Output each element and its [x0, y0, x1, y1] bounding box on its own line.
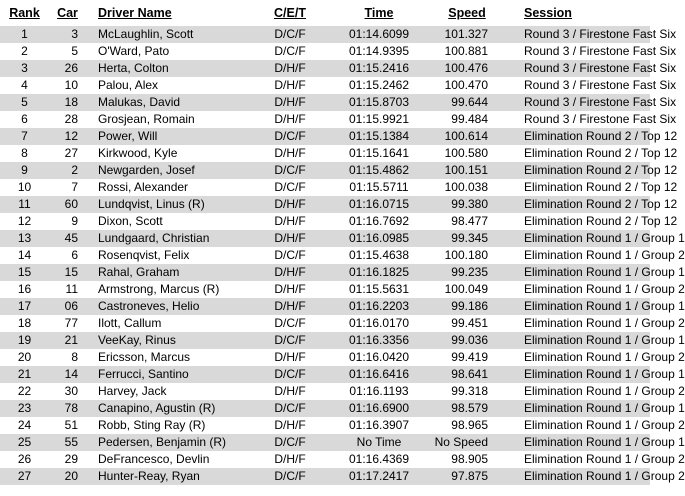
speed-cell: 100.038 [432, 179, 502, 196]
time-cell: 01:16.0170 [326, 315, 432, 332]
driver-name-cell: Grosjean, Romain [86, 111, 254, 128]
rank-cell: 5 [0, 94, 49, 111]
session-cell: Round 3 / Firestone Fast Six [502, 26, 650, 43]
car-cell: 30 [49, 383, 86, 400]
session-cell: Elimination Round 1 / Group 2 [502, 383, 650, 400]
cet-cell: D/C/F [254, 468, 326, 485]
session-cell: Elimination Round 1 / Group 2 [502, 349, 650, 366]
speed-cell: 99.484 [432, 111, 502, 128]
time-cell: 01:17.2417 [326, 468, 432, 485]
table-row [0, 400, 650, 417]
table-row [0, 417, 650, 434]
session-cell: Elimination Round 1 / Group 1 [502, 298, 650, 315]
car-cell: 15 [49, 264, 86, 281]
cet-cell: D/H/F [254, 298, 326, 315]
time-cell: No Time [326, 434, 432, 451]
cet-cell: D/C/F [254, 315, 326, 332]
time-cell: 01:14.9395 [326, 43, 432, 60]
session-cell: Elimination Round 1 / Group 1 [502, 230, 650, 247]
cet-cell: D/H/F [254, 349, 326, 366]
cet-cell: D/C/F [254, 400, 326, 417]
table-row [0, 332, 650, 349]
time-cell: 01:15.1384 [326, 128, 432, 145]
rank-cell: 6 [0, 111, 49, 128]
session-cell: Elimination Round 2 / Top 12 [502, 179, 650, 196]
header-rank: Rank [9, 6, 40, 20]
rank-cell: 9 [0, 162, 49, 179]
car-cell: 5 [49, 43, 86, 60]
speed-cell: 100.881 [432, 43, 502, 60]
speed-cell: 99.318 [432, 383, 502, 400]
time-cell: 01:16.3356 [326, 332, 432, 349]
driver-name-cell: Palou, Alex [86, 77, 254, 94]
table-row [0, 43, 650, 60]
rank-cell: 23 [0, 400, 49, 417]
session-cell: Elimination Round 1 / Group 2 [502, 315, 650, 332]
driver-name-cell: Dixon, Scott [86, 213, 254, 230]
speed-cell: 99.451 [432, 315, 502, 332]
driver-name-cell: Rosenqvist, Felix [86, 247, 254, 264]
table-row [0, 230, 650, 247]
driver-name-cell: Lundqvist, Linus (R) [86, 196, 254, 213]
header-cet: C/E/T [274, 6, 306, 20]
table-row [0, 298, 650, 315]
driver-name-cell: Rahal, Graham [86, 264, 254, 281]
results-body [0, 26, 685, 485]
car-cell: 77 [49, 315, 86, 332]
time-cell: 01:16.1825 [326, 264, 432, 281]
car-cell: 8 [49, 349, 86, 366]
cet-cell: D/H/F [254, 264, 326, 281]
driver-name-cell: DeFrancesco, Devlin [86, 451, 254, 468]
speed-cell: 99.419 [432, 349, 502, 366]
speed-cell: 98.905 [432, 451, 502, 468]
session-cell: Elimination Round 2 / Top 12 [502, 128, 650, 145]
time-cell: 01:16.0985 [326, 230, 432, 247]
rank-cell: 22 [0, 383, 49, 400]
header-session: Session [524, 6, 572, 20]
time-cell: 01:15.9921 [326, 111, 432, 128]
table-row [0, 77, 650, 94]
car-cell: 3 [49, 26, 86, 43]
speed-cell: 100.049 [432, 281, 502, 298]
table-row [0, 94, 650, 111]
driver-name-cell: Pedersen, Benjamin (R) [86, 434, 254, 451]
driver-name-cell: McLaughlin, Scott [86, 26, 254, 43]
car-cell: 11 [49, 281, 86, 298]
time-cell: 01:16.0420 [326, 349, 432, 366]
speed-cell: 99.036 [432, 332, 502, 349]
table-row [0, 434, 650, 451]
time-cell: 01:16.6416 [326, 366, 432, 383]
rank-cell: 15 [0, 264, 49, 281]
car-cell: 18 [49, 94, 86, 111]
speed-cell: 100.614 [432, 128, 502, 145]
time-cell: 01:15.1641 [326, 145, 432, 162]
driver-name-cell: Hunter-Reay, Ryan [86, 468, 254, 485]
session-cell: Round 3 / Firestone Fast Six [502, 77, 650, 94]
speed-cell: 101.327 [432, 26, 502, 43]
car-cell: 28 [49, 111, 86, 128]
car-cell: 51 [49, 417, 86, 434]
driver-name-cell: Herta, Colton [86, 60, 254, 77]
cet-cell: D/C/F [254, 162, 326, 179]
speed-cell: 98.579 [432, 400, 502, 417]
car-cell: 26 [49, 60, 86, 77]
cet-cell: D/C/F [254, 43, 326, 60]
speed-cell: 98.965 [432, 417, 502, 434]
time-cell: 01:16.4369 [326, 451, 432, 468]
cet-cell: D/C/F [254, 128, 326, 145]
header-driver-name: Driver Name [98, 6, 172, 20]
car-cell: 27 [49, 145, 86, 162]
car-cell: 2 [49, 162, 86, 179]
speed-cell: 99.186 [432, 298, 502, 315]
driver-name-cell: Armstrong, Marcus (R) [86, 281, 254, 298]
cet-cell: D/H/F [254, 383, 326, 400]
cet-cell: D/H/F [254, 451, 326, 468]
car-cell: 7 [49, 179, 86, 196]
rank-cell: 7 [0, 128, 49, 145]
rank-cell: 18 [0, 315, 49, 332]
driver-name-cell: Ferrucci, Santino [86, 366, 254, 383]
rank-cell: 16 [0, 281, 49, 298]
car-cell: 12 [49, 128, 86, 145]
table-row [0, 179, 650, 196]
driver-name-cell: O'Ward, Pato [86, 43, 254, 60]
cet-cell: D/C/F [254, 332, 326, 349]
driver-name-cell: Lundgaard, Christian [86, 230, 254, 247]
session-cell: Elimination Round 1 / Group 1 [502, 434, 650, 451]
cet-cell: D/H/F [254, 417, 326, 434]
car-cell: 60 [49, 196, 86, 213]
speed-cell: 100.180 [432, 247, 502, 264]
time-cell: 01:15.2462 [326, 77, 432, 94]
cet-cell: D/C/F [254, 26, 326, 43]
table-row [0, 451, 650, 468]
rank-cell: 24 [0, 417, 49, 434]
speed-cell: 99.644 [432, 94, 502, 111]
table-row [0, 315, 650, 332]
table-row [0, 264, 650, 281]
session-cell: Elimination Round 1 / Group 2 [502, 247, 650, 264]
car-cell: 14 [49, 366, 86, 383]
table-row [0, 26, 650, 43]
driver-name-cell: Kirkwood, Kyle [86, 145, 254, 162]
cet-cell: D/C/F [254, 434, 326, 451]
table-row [0, 162, 650, 179]
rank-cell: 13 [0, 230, 49, 247]
header-row [0, 0, 650, 26]
driver-name-cell: Rossi, Alexander [86, 179, 254, 196]
cet-cell: D/C/F [254, 179, 326, 196]
session-cell: Elimination Round 1 / Group 1 [502, 332, 650, 349]
session-cell: Round 3 / Firestone Fast Six [502, 43, 650, 60]
cet-cell: D/C/F [254, 247, 326, 264]
speed-cell: 99.235 [432, 264, 502, 281]
cet-cell: D/H/F [254, 196, 326, 213]
time-cell: 01:16.0715 [326, 196, 432, 213]
table-row [0, 281, 650, 298]
car-cell: 9 [49, 213, 86, 230]
rank-cell: 4 [0, 77, 49, 94]
time-cell: 01:16.6900 [326, 400, 432, 417]
time-cell: 01:15.5711 [326, 179, 432, 196]
speed-cell: 100.580 [432, 145, 502, 162]
driver-name-cell: Ericsson, Marcus [86, 349, 254, 366]
table-row [0, 468, 650, 485]
rank-cell: 17 [0, 298, 49, 315]
rank-cell: 10 [0, 179, 49, 196]
rank-cell: 2 [0, 43, 49, 60]
driver-name-cell: Harvey, Jack [86, 383, 254, 400]
rank-cell: 27 [0, 468, 49, 485]
table-row [0, 366, 650, 383]
cet-cell: D/C/F [254, 366, 326, 383]
table-row [0, 196, 650, 213]
speed-cell: 97.875 [432, 468, 502, 485]
car-cell: 6 [49, 247, 86, 264]
time-cell: 01:16.2203 [326, 298, 432, 315]
car-cell: 45 [49, 230, 86, 247]
time-cell: 01:14.6099 [326, 26, 432, 43]
car-cell: 20 [49, 468, 86, 485]
table-row [0, 349, 650, 366]
rank-cell: 11 [0, 196, 49, 213]
cet-cell: D/H/F [254, 77, 326, 94]
session-cell: Elimination Round 1 / Group 2 [502, 451, 650, 468]
table-row [0, 60, 650, 77]
session-cell: Elimination Round 1 / Group 2 [502, 468, 650, 485]
driver-name-cell: Castroneves, Helio [86, 298, 254, 315]
rank-cell: 25 [0, 434, 49, 451]
driver-name-cell: Robb, Sting Ray (R) [86, 417, 254, 434]
time-cell: 01:16.3907 [326, 417, 432, 434]
session-cell: Elimination Round 1 / Group 1 [502, 400, 650, 417]
time-cell: 01:16.7692 [326, 213, 432, 230]
cet-cell: D/H/F [254, 281, 326, 298]
car-cell: 10 [49, 77, 86, 94]
cet-cell: D/H/F [254, 230, 326, 247]
session-cell: Elimination Round 1 / Group 2 [502, 281, 650, 298]
table-row [0, 383, 650, 400]
session-cell: Round 3 / Firestone Fast Six [502, 94, 650, 111]
speed-cell: No Speed [432, 434, 502, 451]
table-row [0, 213, 650, 230]
car-cell: 55 [49, 434, 86, 451]
session-cell: Elimination Round 2 / Top 12 [502, 145, 650, 162]
car-cell: 06 [49, 298, 86, 315]
session-cell: Elimination Round 2 / Top 12 [502, 196, 650, 213]
driver-name-cell: Malukas, David [86, 94, 254, 111]
session-cell: Elimination Round 1 / Group 1 [502, 366, 650, 383]
rank-cell: 26 [0, 451, 49, 468]
cet-cell: D/H/F [254, 111, 326, 128]
header-time: Time [364, 6, 394, 20]
table-row [0, 128, 650, 145]
time-cell: 01:16.1193 [326, 383, 432, 400]
speed-cell: 99.345 [432, 230, 502, 247]
driver-name-cell: Power, Will [86, 128, 254, 145]
rank-cell: 19 [0, 332, 49, 349]
rank-cell: 3 [0, 60, 49, 77]
cet-cell: D/H/F [254, 213, 326, 230]
speed-cell: 98.477 [432, 213, 502, 230]
table-row [0, 111, 650, 128]
rank-cell: 12 [0, 213, 49, 230]
time-cell: 01:15.4862 [326, 162, 432, 179]
session-cell: Elimination Round 1 / Group 1 [502, 264, 650, 281]
table-row [0, 145, 650, 162]
session-cell: Elimination Round 1 / Group 2 [502, 417, 650, 434]
rank-cell: 1 [0, 26, 49, 43]
time-cell: 01:15.8703 [326, 94, 432, 111]
table-row [0, 247, 650, 264]
time-cell: 01:15.2416 [326, 60, 432, 77]
rank-cell: 21 [0, 366, 49, 383]
rank-cell: 20 [0, 349, 49, 366]
car-cell: 29 [49, 451, 86, 468]
driver-name-cell: Newgarden, Josef [86, 162, 254, 179]
header-car: Car [57, 6, 78, 20]
rank-cell: 14 [0, 247, 49, 264]
rank-cell: 8 [0, 145, 49, 162]
session-cell: Round 3 / Firestone Fast Six [502, 111, 650, 128]
cet-cell: D/H/F [254, 145, 326, 162]
speed-cell: 98.641 [432, 366, 502, 383]
time-cell: 01:15.5631 [326, 281, 432, 298]
driver-name-cell: Ilott, Callum [86, 315, 254, 332]
car-cell: 21 [49, 332, 86, 349]
speed-cell: 99.380 [432, 196, 502, 213]
car-cell: 78 [49, 400, 86, 417]
header-speed: Speed [448, 6, 486, 20]
speed-cell: 100.476 [432, 60, 502, 77]
session-cell: Elimination Round 2 / Top 12 [502, 213, 650, 230]
time-cell: 01:15.4638 [326, 247, 432, 264]
cet-cell: D/H/F [254, 94, 326, 111]
driver-name-cell: Canapino, Agustin (R) [86, 400, 254, 417]
driver-name-cell: VeeKay, Rinus [86, 332, 254, 349]
session-cell: Round 3 / Firestone Fast Six [502, 60, 650, 77]
session-cell: Elimination Round 2 / Top 12 [502, 162, 650, 179]
speed-cell: 100.151 [432, 162, 502, 179]
cet-cell: D/H/F [254, 60, 326, 77]
speed-cell: 100.470 [432, 77, 502, 94]
